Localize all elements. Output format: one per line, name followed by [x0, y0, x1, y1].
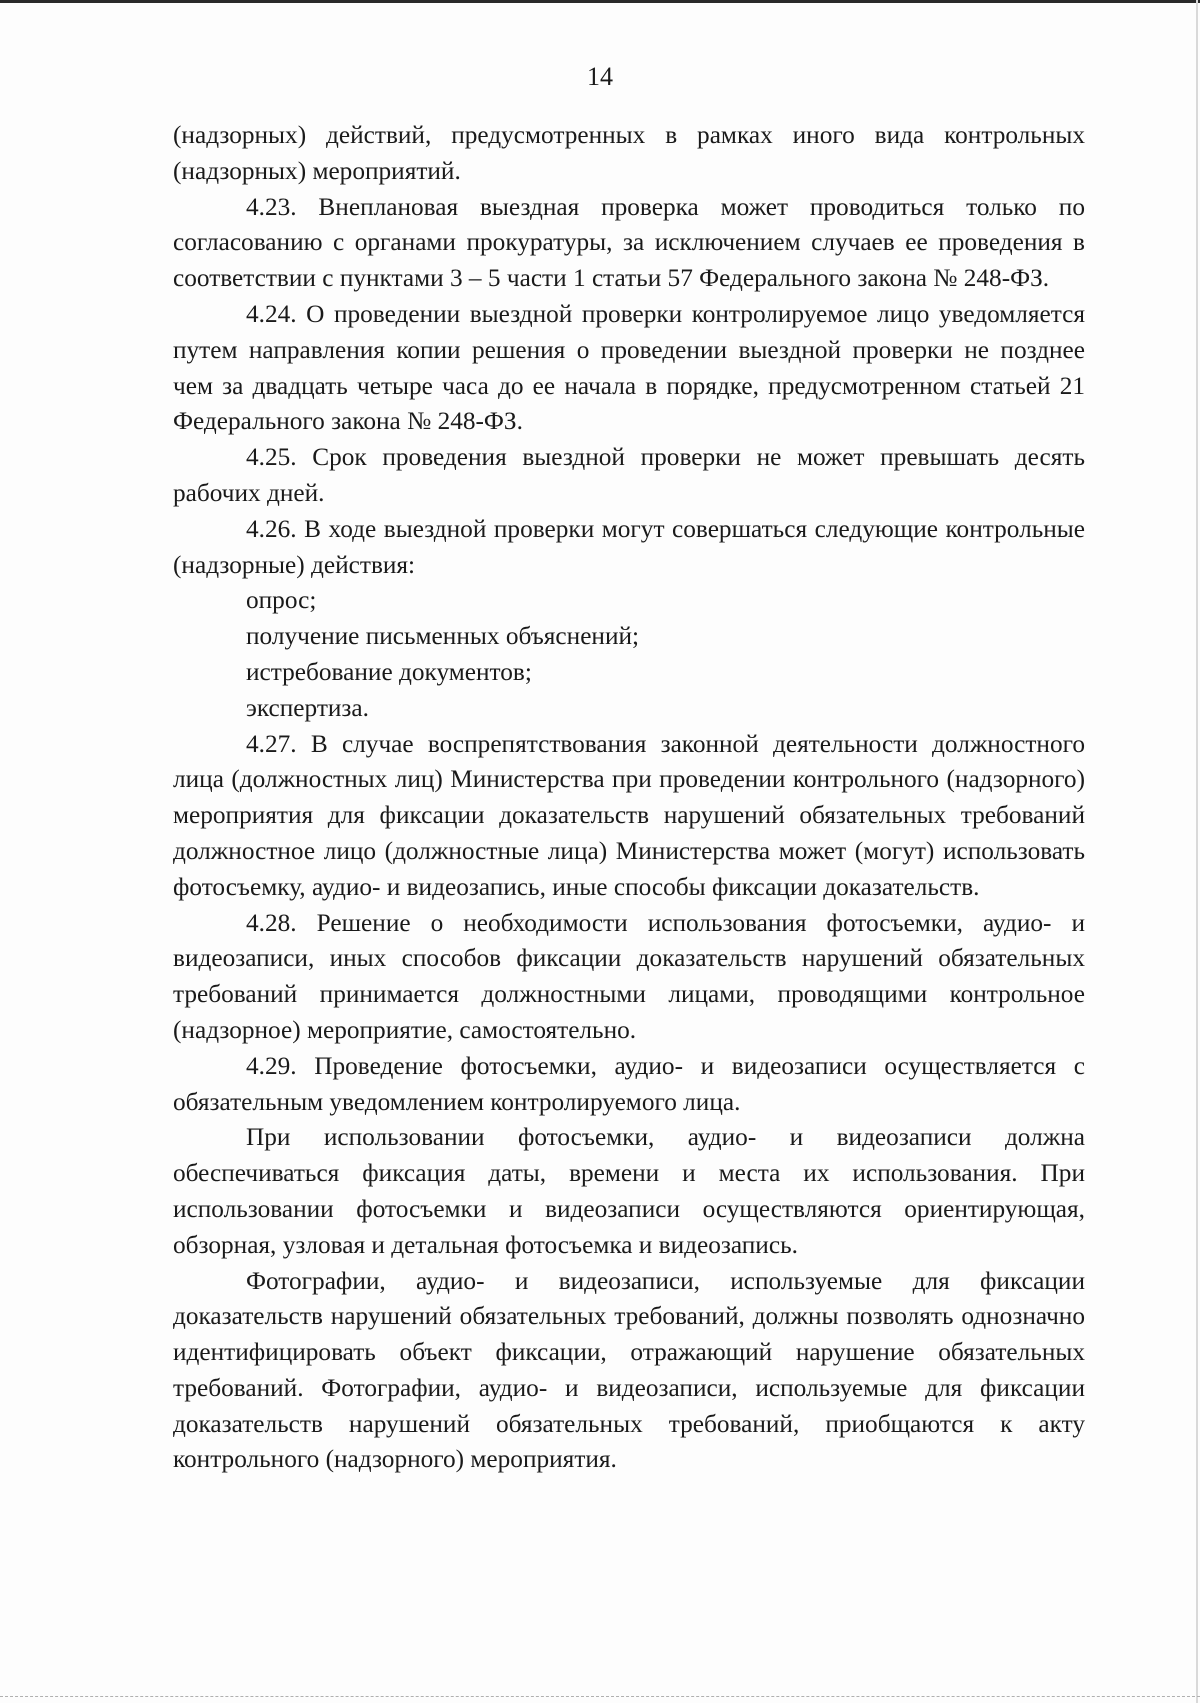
- paragraph-4-26: 4.26. В ходе выездной проверки могут совершаться следующие контрольные (надзорные) действия:: [173, 514, 1085, 579]
- scan-bottom-edge: [0, 1696, 1200, 1697]
- scan-top-edge: [0, 0, 1200, 3]
- paragraph-4-25: 4.25. Срок проведения выездной проверки не может превышать десять рабочих дней.: [173, 443, 1085, 507]
- list-item-interview: опрос;: [246, 586, 317, 615]
- list-item-written-explanations: получение письменных объяснений;: [246, 622, 640, 651]
- paragraph-4-29: 4.29. Проведение фотосъемки, аудио- и видеозаписи осуществляется с обязательным уведомлением контролируемого лица.: [173, 1051, 1085, 1116]
- list-item-document-request: истребование документов;: [246, 657, 532, 686]
- paragraph-4-23: 4.23. Внеплановая выездная проверка может проводиться только по согласованию с органами прокуратуры, за исключением случаев ее проведения в соответствии с пунктами 3 – 5 части 1 статьи 57 Федерального закона № 248-ФЗ.: [173, 192, 1085, 293]
- scan-right-edge: [1196, 0, 1198, 1703]
- paragraph-4-28: 4.28. Решение о необходимости использования фотосъемки, аудио- и видеозаписи, иных способов фиксации доказательств нарушений обязательных требований принимается должностными лицами, проводящими контрольное (надзорное) мероприятие, самостоятельно.: [173, 908, 1085, 1044]
- document-body: [173, 118, 1085, 1478]
- paragraph-4-24: 4.24. О проведении выездной проверки контролируемое лицо уведомляется путем направления копии решения о проведении выездной проверки не позднее чем за двадцать четыре часа до ее начала в порядке, предусмотренном статьей 21 Федерального закона № 248-ФЗ.: [173, 299, 1085, 436]
- paragraph-recording-requirements: При использовании фотосъемки, аудио- и видеозаписи должна обеспечиваться фиксация даты, времени и места их использования. При использовании фотосъемки и видеозаписи осуществляются ориентирующая, обзорная, узловая и детальная фотосъемка и видеозапись.: [173, 1123, 1085, 1259]
- paragraph-4-27: 4.27. В случае воспрепятствования законной деятельности должностного лица (должностных лиц) Министерства при проведении контрольного (надзорного) мероприятия для фиксации доказательств нарушений обязательных требований должностное лицо (должностные лица) Министерства может (могут) использовать фотосъемку, аудио- и видеозапись, иные способы фиксации доказательств.: [173, 729, 1085, 901]
- paragraph-photo-evidence: Фотографии, аудио- и видеозаписи, используемые для фиксации доказательств нарушений обязательных требований, должны позволять однозначно идентифицировать объект фиксации, отражающий нарушение обязательных требований. Фотографии, аудио- и видеозаписи, используемые для фиксации доказательств нарушений обязательных требований, приобщаются к акту контрольного (надзорного) мероприятия.: [173, 1266, 1085, 1474]
- page-number: 14: [587, 62, 613, 91]
- paragraph-continuation: (надзорных) действий, предусмотренных в рамках иного вида контрольных (надзорных) мероприятий.: [173, 121, 1085, 185]
- list-item-expertise: экспертиза.: [246, 693, 369, 722]
